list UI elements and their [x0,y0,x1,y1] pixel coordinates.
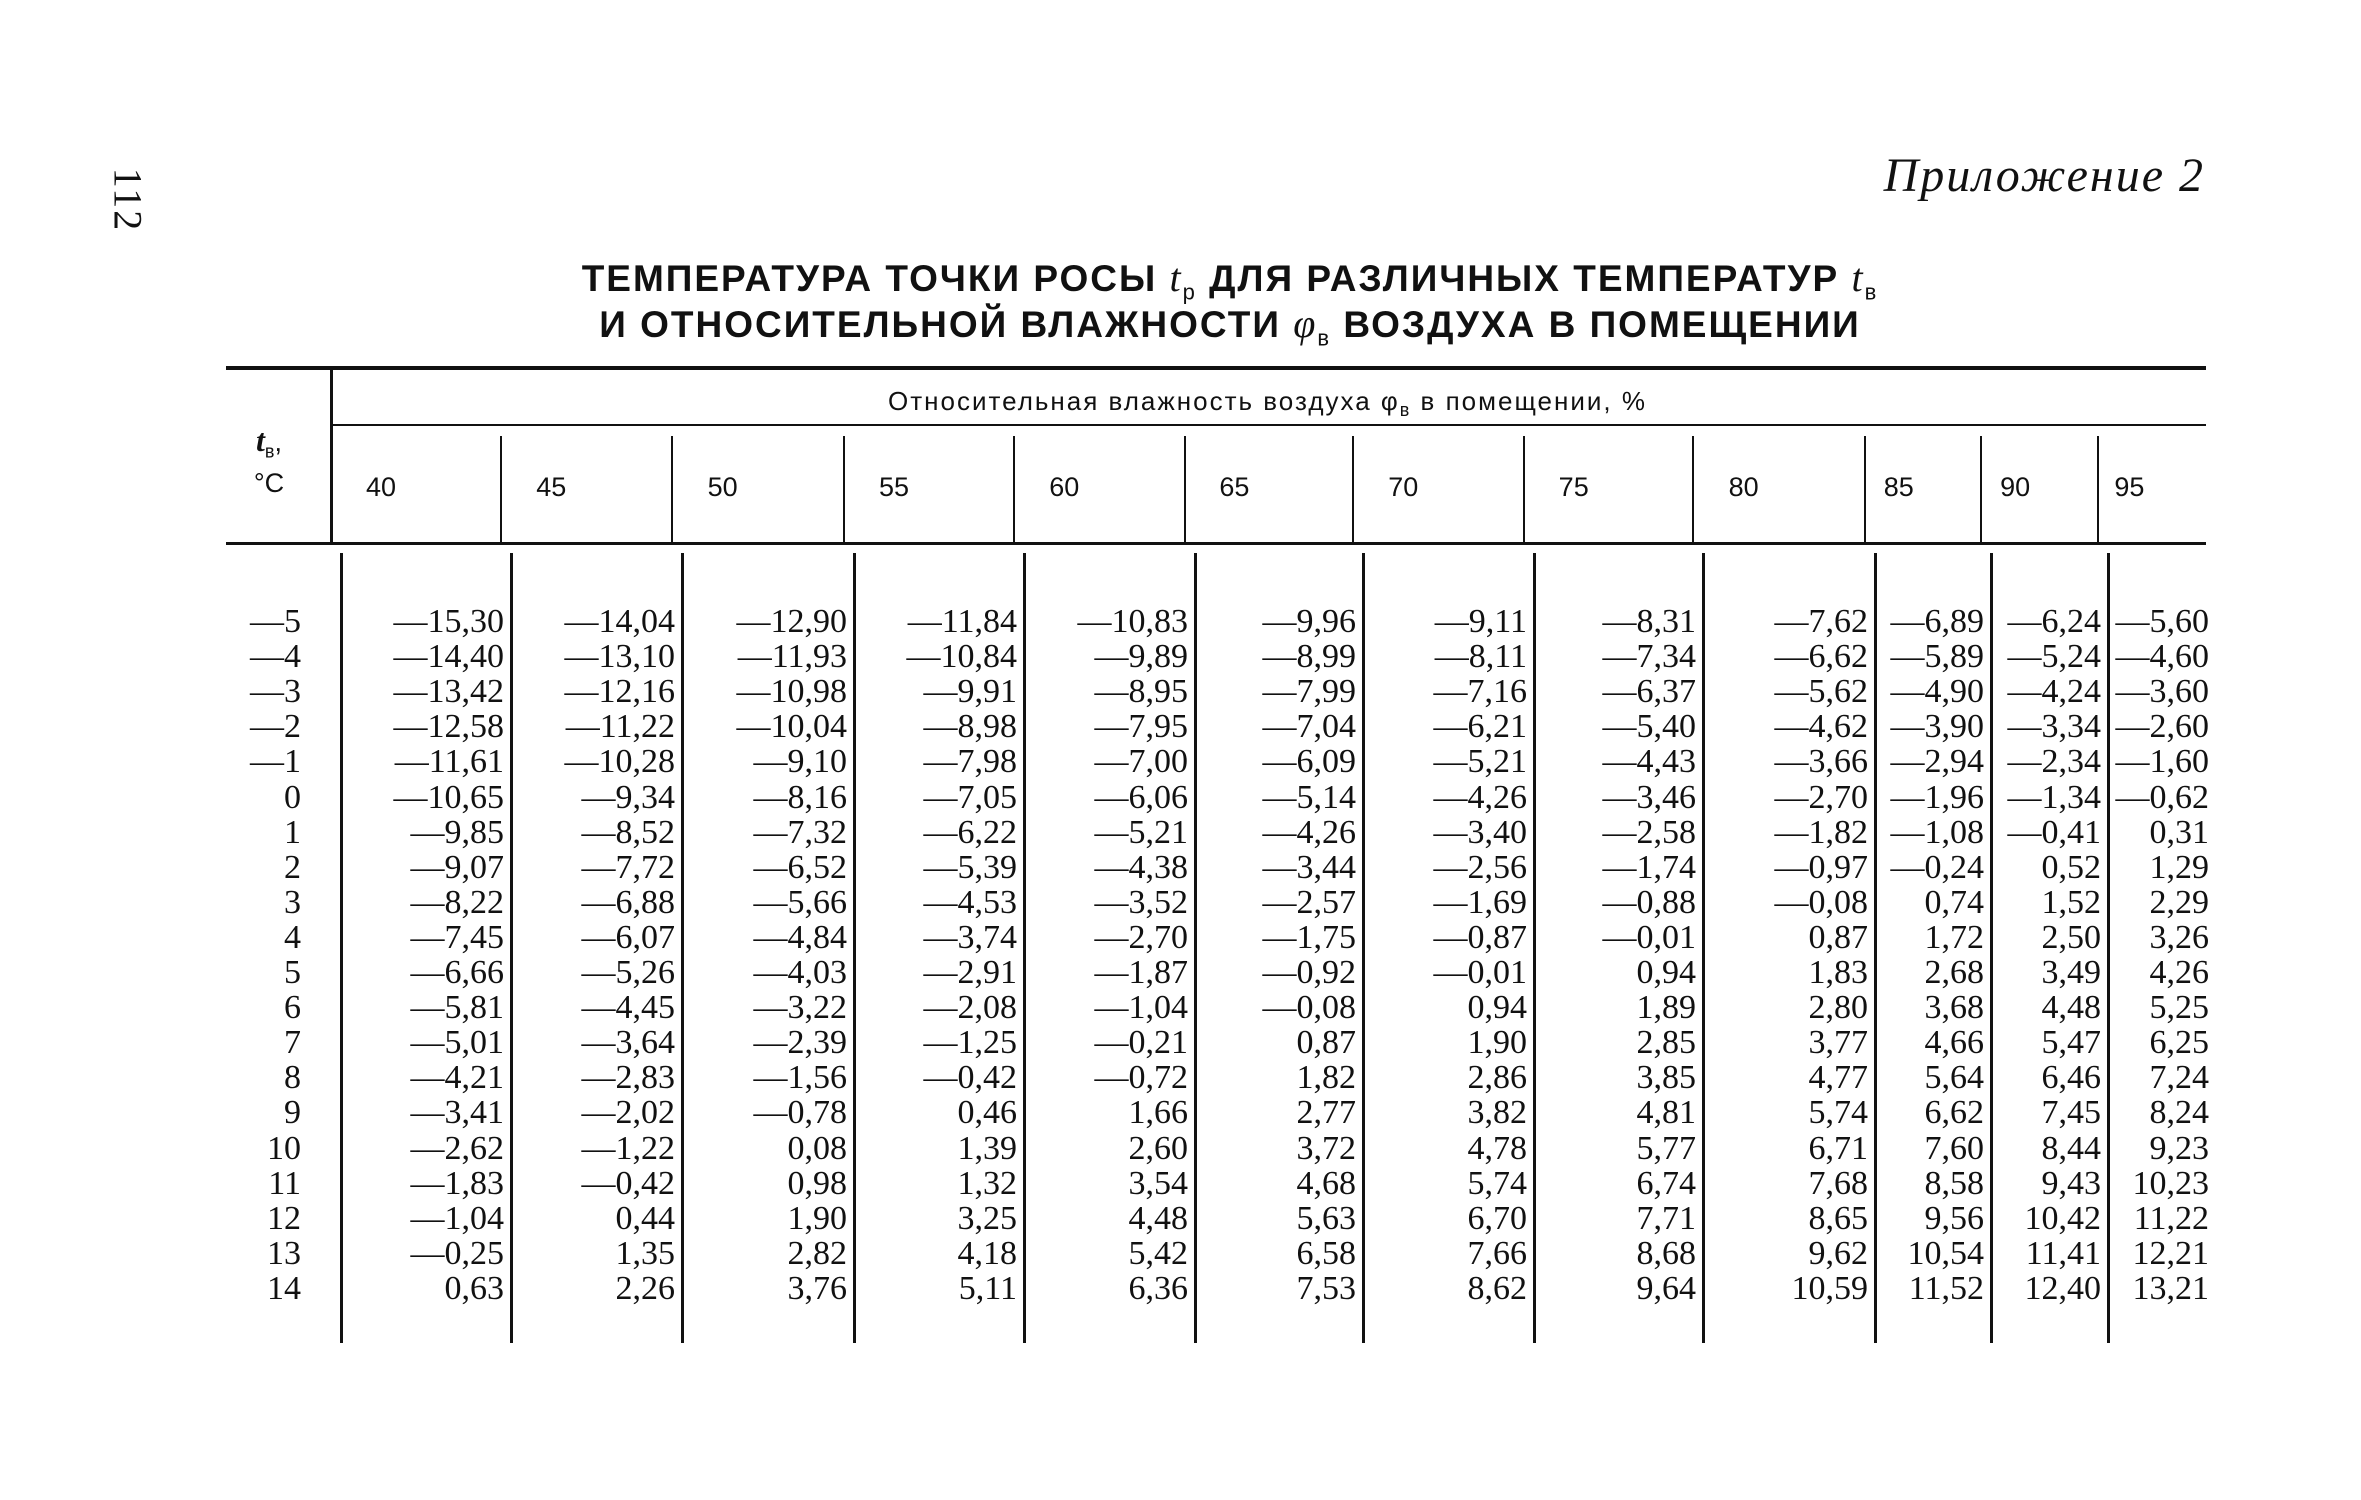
dew-point-cell: —9,89 [1094,638,1188,676]
dew-point-cell: —5,81 [410,989,504,1027]
dew-point-cell: 8,62 [1467,1269,1527,1307]
dew-point-cell: 8,24 [2149,1094,2209,1132]
dew-point-cell: —5,14 [1262,778,1356,816]
humidity-column-header: 75 [1558,472,1589,502]
dew-point-cell: 0,46 [957,1094,1017,1132]
dew-point-cell: —6,88 [581,883,675,921]
dew-point-cell: —9,91 [923,673,1017,711]
temperature-cell: 7 [284,1024,301,1062]
dew-point-cell: —2,34 [2007,743,2101,781]
dew-point-cell: —5,26 [581,954,675,991]
dew-point-cell: 7,71 [1636,1199,1696,1237]
dew-point-cell: —0,42 [581,1164,675,1202]
dew-point-cell: 7,68 [1808,1164,1868,1202]
dew-point-cell: 0,94 [1467,989,1527,1027]
dew-point-cell: 8,68 [1636,1234,1696,1272]
dew-point-cell: —0,01 [1433,954,1527,991]
dew-point-cell: —1,34 [2007,778,2101,816]
dew-point-cell: —6,37 [1602,673,1696,711]
dew-point-cell: —9,34 [581,778,675,816]
temperature-cell: 1 [284,813,301,851]
dew-point-cell: 2,86 [1467,1059,1527,1097]
dew-point-cell: —1,04 [410,1199,504,1237]
dew-point-cell: 0,94 [1636,954,1696,991]
dew-point-cell: —3,46 [1602,778,1696,816]
dew-point-cell: —3,60 [2115,673,2209,711]
dew-point-cell: —0,62 [2115,778,2209,816]
dew-point-cell: 3,72 [1296,1129,1356,1167]
dew-point-cell: —4,21 [410,1059,504,1097]
dew-point-cell: 7,24 [2149,1059,2209,1097]
dew-point-cell: —1,74 [1602,848,1696,886]
dew-point-cell: —7,95 [1094,708,1188,746]
dew-point-cell: —2,02 [581,1094,675,1132]
dew-point-cell: 4,81 [1636,1094,1696,1132]
dew-point-cell: —12,90 [736,603,847,640]
dew-point-cell: 11,52 [1908,1269,1984,1307]
dew-point-cell: 9,56 [1924,1199,1984,1237]
dew-point-cell: —5,40 [1602,708,1696,746]
dew-point-cell: —8,22 [410,883,504,921]
dew-point-cell: —6,52 [753,848,847,886]
dew-point-cell: —14,04 [564,603,675,640]
dew-point-cell: —7,62 [1774,603,1868,640]
dew-point-cell: 12,40 [2024,1269,2101,1307]
dew-point-cell: —0,72 [1094,1059,1188,1097]
dew-point-cell: 6,25 [2149,1024,2209,1062]
group-header-text: Относительная влажность воздуха [888,386,1381,416]
dew-point-cell: —0,08 [1774,883,1868,921]
dew-point-cell: —0,01 [1602,918,1696,956]
dew-point-cell: —0,08 [1262,989,1356,1027]
dew-point-cell: —4,84 [753,918,847,956]
humidity-column-header: 85 [1883,472,1914,502]
dew-point-cell: —0,92 [1262,954,1356,991]
dew-point-cell: —5,89 [1890,638,1984,676]
humidity-symbol: φ [1293,301,1318,346]
temperature-cell: —1 [250,743,301,781]
dew-point-cell: —10,04 [736,708,847,746]
dew-point-cell: —3,66 [1774,743,1868,781]
temperature-cell: 13 [267,1234,301,1272]
dew-point-cell: 0,74 [1924,883,1984,921]
header-bottom-rule [226,542,2206,545]
dew-point-cell: —10,28 [564,743,675,781]
dew-point-cell: —9,85 [410,813,504,851]
dew-point-cell: —9,11 [1434,603,1527,640]
dew-point-cell: —11,93 [737,638,847,676]
dew-point-cell: —4,62 [1774,708,1868,746]
dew-point-cell: 9,23 [2149,1129,2209,1167]
dew-point-cell: —6,06 [1094,778,1188,816]
dew-point-cell: 2,26 [615,1269,675,1307]
dew-point-cell: 0,98 [787,1164,847,1202]
dew-point-cell: 3,54 [1128,1164,1188,1202]
dew-point-cell: —7,98 [923,743,1017,781]
dew-point-cell: —1,25 [923,1024,1017,1062]
dew-point-cell: —13,42 [393,673,504,711]
humidity-column-header: 50 [707,472,738,502]
air-temp-symbol: t [1851,255,1865,300]
dew-point-cell: —4,24 [2007,673,2101,711]
dew-point-cell: —4,53 [923,883,1017,921]
dew-point-cell: 6,71 [1808,1129,1868,1167]
dew-point-cell: —0,25 [410,1234,504,1272]
dew-point-cell: —7,34 [1602,638,1696,676]
dew-point-cell: 7,66 [1467,1234,1527,1272]
dew-point-cell: 5,77 [1636,1129,1696,1167]
dew-point-cell: —0,21 [1094,1024,1188,1062]
dew-point-cell: 9,43 [2041,1164,2101,1202]
unit-label: °C [253,468,285,499]
dew-point-cell: —0,87 [1433,918,1527,956]
dew-point-cell: 10,54 [1907,1234,1984,1272]
dew-point-cell: —7,00 [1094,743,1188,781]
dew-point-cell: —10,98 [736,673,847,711]
dew-point-cell: —6,07 [581,918,675,956]
dew-point-cell: 7,45 [2041,1094,2101,1132]
stub-comma: , [274,427,282,457]
dew-point-cell: 6,46 [2041,1059,2101,1097]
dew-point-cell: —12,58 [393,708,504,746]
dew-point-cell: —0,41 [2007,813,2101,851]
dew-point-cell: 5,74 [1808,1094,1868,1132]
page-number: 112 [105,167,151,233]
dew-point-cell: —7,99 [1262,673,1356,711]
dew-point-cell: —4,26 [1262,813,1356,851]
dew-point-cell: 1,89 [1636,989,1696,1027]
dew-point-cell: —6,09 [1262,743,1356,781]
table-top-rule [226,366,2206,370]
dew-point-cell: —9,10 [753,743,847,781]
dew-point-cell: —3,40 [1433,813,1527,851]
dew-point-cell: —5,39 [923,848,1017,886]
dew-point-cell: —1,87 [1094,954,1188,991]
dew-point-cell: —8,98 [923,708,1017,746]
temperature-cell: 0 [284,778,301,816]
dew-point-cell: —1,82 [1774,813,1868,851]
dew-point-cell: —5,01 [410,1024,504,1062]
dew-point-cell: —3,52 [1094,883,1188,921]
dew-point-cell: —4,43 [1602,743,1696,781]
humidity-column-header: 90 [2000,472,2031,502]
dew-point-cell: —11,22 [565,708,675,746]
dew-point-cell: —3,22 [753,989,847,1027]
dew-point-cell: 3,82 [1467,1094,1527,1132]
dew-point-cell: 1,39 [957,1129,1017,1167]
dew-point-cell: 4,68 [1296,1164,1356,1202]
dew-point-cell: 5,25 [2149,989,2209,1027]
dew-point-cell: —0,97 [1774,848,1868,886]
humidity-column-header: 60 [1049,472,1080,502]
dew-point-cell: 5,74 [1467,1164,1527,1202]
temperature-cell: 12 [267,1199,301,1237]
dew-point-cell: —6,89 [1890,603,1984,640]
dew-point-cell: —4,38 [1094,848,1188,886]
dew-point-cell: 0,87 [1808,918,1868,956]
dew-point-cell: 3,68 [1924,989,1984,1027]
dew-point-cell: 9,62 [1808,1234,1868,1272]
dew-point-cell: —12,16 [564,673,675,711]
dew-point-cell: 1,90 [1467,1024,1527,1062]
dew-point-cell: —2,91 [923,954,1017,991]
dew-point-cell: —11,61 [394,743,504,781]
dew-point-cell: 2,80 [1808,989,1868,1027]
dew-point-cell: 2,77 [1296,1094,1356,1132]
dew-point-cell: —6,66 [410,954,504,991]
humidity-subscript: в [1317,325,1332,351]
air-temp-symbol: t [256,422,265,458]
temperature-cell: 4 [284,918,301,956]
dew-point-cell: 3,26 [2149,918,2209,956]
dew-point-cell: —7,05 [923,778,1017,816]
dew-point-cell: —3,34 [2007,708,2101,746]
dew-point-cell: —7,32 [753,813,847,851]
dew-point-cell: 4,48 [2041,989,2101,1027]
dew-point-cell: 5,42 [1128,1234,1188,1272]
dew-point-cell: —3,41 [410,1094,504,1132]
dew-point-subscript: р [1182,279,1197,305]
dew-point-cell: 1,66 [1128,1094,1188,1132]
dew-point-cell: 2,50 [2041,918,2101,956]
dew-point-cell: —4,26 [1433,778,1527,816]
dew-point-cell: —2,39 [753,1024,847,1062]
dew-point-cell: —9,96 [1262,603,1356,640]
dew-point-cell: 1,32 [957,1164,1017,1202]
group-header-rule [330,424,2206,426]
dew-point-cell: —2,08 [923,989,1017,1027]
dew-point-cell: —3,90 [1890,708,1984,746]
dew-point-cell: —11,84 [907,603,1017,640]
dew-point-cell: 2,29 [2149,883,2209,921]
dew-point-cell: 6,74 [1636,1164,1696,1202]
dew-point-cell: 0,44 [615,1199,675,1237]
dew-point-cell: —2,62 [410,1129,504,1167]
dew-point-cell: 13,21 [2132,1269,2209,1307]
dew-point-cell: 0,52 [2041,848,2101,886]
temperature-cell: 6 [284,989,301,1027]
dew-point-cell: —6,62 [1774,638,1868,676]
appendix-label: Приложение 2 [1883,149,2205,202]
dew-point-cell: —6,22 [923,813,1017,851]
dew-point-cell: 1,52 [2041,883,2101,921]
dew-point-cell: —1,56 [753,1059,847,1097]
dew-point-cell: 4,48 [1128,1199,1188,1237]
dew-point-cell: 6,58 [1296,1234,1356,1272]
dew-point-cell: 4,18 [957,1234,1017,1272]
dew-point-cell: 2,68 [1924,954,1984,991]
humidity-column-header: 55 [878,472,910,502]
table-title-line-2 [230,300,2230,351]
humidity-column-header: 70 [1388,472,1419,502]
dew-point-cell: 2,60 [1128,1129,1188,1167]
dew-point-cell: 1,29 [2149,848,2209,886]
dew-point-cell: 3,25 [957,1199,1017,1237]
dew-point-cell: —4,45 [581,989,675,1027]
dew-point-cell: —8,11 [1434,638,1527,676]
dew-point-cell: —4,60 [2115,638,2209,676]
dew-point-cell: —7,72 [581,848,675,886]
dew-point-cell: —2,56 [1433,848,1527,886]
dew-point-cell: 11,22 [2133,1199,2209,1237]
dew-point-cell: 8,65 [1808,1199,1868,1237]
dew-point-cell: 4,66 [1924,1024,1984,1062]
dew-point-cell: 4,78 [1467,1129,1527,1167]
dew-point-cell: —2,58 [1602,813,1696,851]
humidity-column-header: 45 [536,472,567,502]
dew-point-cell: 1,35 [615,1234,675,1272]
dew-point-cell: 1,90 [787,1199,847,1237]
dew-point-cell: 1,72 [1924,918,1984,956]
dew-point-cell: —8,99 [1262,638,1356,676]
dew-point-cell: —6,24 [2007,603,2101,640]
dew-point-cell: —1,96 [1890,778,1984,816]
dew-point-cell: 6,70 [1467,1199,1527,1237]
dew-point-cell: —10,65 [393,778,504,816]
dew-point-cell: —6,21 [1433,708,1527,746]
dew-point-cell: 7,60 [1924,1129,1984,1167]
dew-point-cell: 9,64 [1636,1269,1696,1307]
dew-point-cell: —3,74 [923,918,1017,956]
temperature-cell: 14 [267,1269,301,1307]
dew-point-cell: —1,83 [410,1164,504,1202]
dew-point-cell: —1,69 [1433,883,1527,921]
humidity-column-header: 40 [365,472,397,502]
dew-point-cell: 6,36 [1128,1269,1188,1307]
dew-point-cell: —5,21 [1433,743,1527,781]
dew-point-cell: —5,21 [1094,813,1188,851]
temperature-cell: 8 [284,1059,301,1097]
dew-point-cell: —0,24 [1890,848,1984,886]
dew-point-cell: —1,04 [1094,989,1188,1027]
dew-point-cell: 0,08 [787,1129,847,1167]
dew-point-cell: 2,85 [1636,1024,1696,1062]
dew-point-cell: 10,59 [1791,1269,1868,1307]
dew-point-cell: 11,41 [2025,1234,2101,1272]
dew-point-cell: 12,21 [2132,1234,2209,1272]
dew-point-cell: 4,77 [1808,1059,1868,1097]
dew-point-cell: —7,16 [1433,673,1527,711]
dew-point-cell: —13,10 [564,638,675,676]
dew-point-cell: —4,03 [753,954,847,991]
dew-point-cell: 8,44 [2041,1129,2101,1167]
dew-point-cell: —8,31 [1602,603,1696,640]
humidity-column-header: 95 [2114,472,2145,502]
group-header-text: в помещении, % [1411,386,1647,416]
dew-point-cell: —10,83 [1077,603,1188,640]
dew-point-cell: —1,60 [2115,743,2209,781]
title-text: ДЛЯ РАЗЛИЧНЫХ ТЕМПЕРАТУР [1196,258,1852,299]
dew-point-cell: —5,60 [2115,603,2209,640]
dew-point-cell: 6,62 [1924,1094,1984,1132]
humidity-column-header: 80 [1728,472,1759,502]
dew-point-cell: —8,16 [753,778,847,816]
temperature-cell: 10 [267,1129,301,1167]
dew-point-cell: 8,58 [1924,1164,1984,1202]
air-temp-subscript: в [1864,279,1879,305]
dew-point-cell: —2,83 [581,1059,675,1097]
humidity-group-header [330,386,2205,421]
dew-point-cell: —2,60 [2115,708,2209,746]
dew-point-cell: 10,42 [2024,1199,2101,1237]
temperature-cell: 5 [284,954,301,991]
dew-point-cell: 5,63 [1296,1199,1356,1237]
dew-point-cell: —0,88 [1602,883,1696,921]
air-temp-subscript: в [264,441,275,462]
dew-point-cell: —1,22 [581,1129,675,1167]
dew-point-cell: —2,70 [1774,778,1868,816]
dew-point-cell: 5,64 [1924,1059,1984,1097]
dew-point-cell: —5,66 [753,883,847,921]
dew-point-cell: 0,63 [444,1269,504,1307]
dew-point-cell: —15,30 [393,603,504,640]
dew-point-cell: 3,85 [1636,1059,1696,1097]
dew-point-cell: 0,31 [2149,813,2209,851]
dew-point-cell: 3,49 [2041,954,2101,991]
dew-point-cell: —0,78 [753,1094,847,1132]
dew-point-cell: —9,07 [410,848,504,886]
dew-point-cell: —3,64 [581,1024,675,1062]
dew-point-cell: —7,45 [410,918,504,956]
temperature-cell: —3 [250,673,301,711]
temperature-cell: 11 [268,1164,301,1202]
dew-point-cell: 7,53 [1296,1269,1356,1307]
title-text: ВОЗДУХА В ПОМЕЩЕНИИ [1331,304,1861,345]
dew-point-cell: —7,04 [1262,708,1356,746]
dew-point-cell: —2,57 [1262,883,1356,921]
dew-point-cell: 10,23 [2132,1164,2209,1202]
dew-point-cell: 4,26 [2149,954,2209,991]
title-text: ТЕМПЕРАТУРА ТОЧКИ РОСЫ [581,258,1170,299]
dew-point-cell: —2,94 [1890,743,1984,781]
temperature-cell: 3 [284,883,301,921]
dew-point-symbol: t [1169,255,1183,300]
dew-point-cell: 5,11 [958,1269,1017,1307]
dew-point-cell: 5,47 [2041,1024,2101,1062]
dew-point-cell: —8,95 [1094,673,1188,711]
humidity-column-header: 65 [1219,472,1250,502]
dew-point-cell: —14,40 [393,638,504,676]
dew-point-cell: —1,08 [1890,813,1984,851]
dew-point-cell: 1,83 [1808,954,1868,991]
temperature-cell: —2 [250,708,301,746]
dew-point-cell: —2,70 [1094,918,1188,956]
table-title-line-1 [230,254,2230,305]
dew-point-cell: 3,76 [787,1269,847,1307]
dew-point-cell: —10,84 [906,638,1017,676]
dew-point-cell: 1,82 [1296,1059,1356,1097]
temperature-cell: —4 [250,638,301,676]
dew-point-cell: —3,44 [1262,848,1356,886]
dew-point-cell: 0,87 [1296,1024,1356,1062]
temperature-cell: 2 [284,848,301,886]
dew-point-cell: —8,52 [581,813,675,851]
humidity-subscript: в [1399,400,1412,421]
temperature-stub-header [226,424,312,499]
dew-point-cell: —4,90 [1890,673,1984,711]
dew-point-cell: —5,62 [1774,673,1868,711]
temperature-cell: 9 [284,1094,301,1132]
dew-point-cell: 3,77 [1808,1024,1868,1062]
humidity-symbol: φ [1380,386,1400,416]
temperature-cell: —5 [250,603,301,640]
dew-point-cell: —5,24 [2007,638,2101,676]
title-text: И ОТНОСИТЕЛЬНОЙ ВЛАЖНОСТИ [599,304,1294,345]
dew-point-cell: 2,82 [787,1234,847,1272]
dew-point-cell: —1,75 [1262,918,1356,956]
dew-point-cell: —0,42 [923,1059,1017,1097]
